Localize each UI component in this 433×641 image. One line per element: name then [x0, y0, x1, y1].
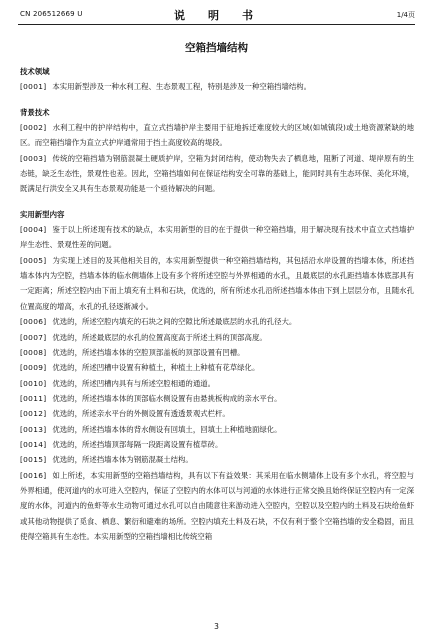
- paragraph-number: [0001]: [20, 82, 47, 92]
- header-divider: [18, 24, 415, 25]
- paragraph: [20, 253, 414, 314]
- paragraph: [20, 314, 414, 329]
- section-heading: 实用新型内容: [20, 209, 65, 219]
- paragraph-text: 优选的，所述凹槽内具有与所述空腔相通的通道。: [52, 378, 215, 388]
- paragraph-number: [0013]: [20, 424, 47, 434]
- paragraph-number: [0010]: [20, 378, 47, 388]
- paragraph-number: [0014]: [20, 439, 47, 449]
- document-body: [20, 64, 414, 544]
- paragraph: [20, 468, 414, 545]
- paragraph: [20, 452, 414, 467]
- paragraph-text: 本实用新型涉及一种水利工程、生态景观工程，特别是涉及一种空箱挡墙结构。: [52, 82, 312, 92]
- paragraph-text: 水利工程中的护岸结构中，直立式挡墙护岸主要用于征地拆迁难度较大的区域(如城镇段)或土地资源紧缺的地区。而空箱挡墙作为直立式护岸通常用于挡土高度较高的堤段。: [20, 123, 414, 148]
- paragraph-text: 优选的，所述最底层的水孔的位置高度高于所述土料的顶部高度。: [52, 332, 267, 342]
- paragraph-number: [0003]: [20, 153, 47, 163]
- paragraph-text: 传统的空箱挡墙为钢筋混凝土硬质护岸，空箱为封闭结构，使动物失去了栖息地，阻断了河道、堤岸原有的生态链，缺乏生态性，景观性也差。因此，空箱挡墙如何在保证结构安全可靠的基础上，能同时具有生态环保、美化环境，既满足行洪安全又具有生态景观功能是一个亟待解决的问题。: [20, 153, 414, 194]
- section-heading: 背景技术: [20, 107, 50, 117]
- paragraph: [20, 422, 414, 437]
- paragraph-number: [0005]: [20, 255, 47, 265]
- paragraph-text: 优选的，所述挡墙本体的背水侧设有回填土，回填土上种植地面绿化。: [52, 424, 282, 434]
- paragraph-text: 优选的，所述空腔内填充的石块之间的空隙比所述最底层的水孔的孔径大。: [52, 317, 297, 327]
- paragraph-number: [0008]: [20, 347, 47, 357]
- paragraph-number: [0015]: [20, 455, 47, 465]
- paragraph-number: [0006]: [20, 317, 47, 327]
- document-title: 空箱挡墙结构: [185, 42, 248, 54]
- paragraph: [20, 391, 414, 406]
- paragraph: [20, 406, 414, 421]
- page-indicator: 1/4页: [396, 11, 415, 19]
- paragraph-text: 优选的，所述挡墙本体的顶部临水侧设置有由悬挑板构成的亲水平台。: [52, 393, 282, 403]
- paragraph-number: [0011]: [20, 393, 47, 403]
- paragraph-text: 鉴于以上所述现有技术的缺点，本实用新型的目的在于提供一种空箱挡墙，用于解决现有技术中直立式挡墙护岸生态性、景观性差的问题。: [20, 225, 414, 250]
- paragraph: [20, 330, 414, 345]
- paragraph-text: 优选的，所述亲水平台的外侧设置有透透景观式栏杆。: [52, 409, 230, 419]
- patent-number: CN 206512669 U: [20, 10, 83, 18]
- paragraph-number: [0016]: [20, 470, 47, 480]
- paragraph: [20, 360, 414, 375]
- paragraph-text: 优选的，所述挡墙本体为钢筋混凝土结构。: [52, 455, 193, 465]
- paragraph-number: [0004]: [20, 225, 47, 235]
- paragraph: [20, 222, 414, 253]
- paragraph: [20, 376, 414, 391]
- paragraph: [20, 120, 414, 151]
- paragraph: [20, 345, 414, 360]
- paragraph-number: [0012]: [20, 409, 47, 419]
- document-type-heading: 说 明 书: [174, 9, 259, 22]
- paragraph-text: 优选的，所述挡墙本体的空腔顶部盖板的顶部设置有凹槽。: [52, 347, 245, 357]
- paragraph-number: [0007]: [20, 332, 47, 342]
- paragraph-number: [0009]: [20, 363, 47, 373]
- paragraph: [20, 151, 414, 197]
- paragraph-number: [0002]: [20, 123, 47, 133]
- paragraph: [20, 79, 414, 94]
- paragraph-text: 优选的，所述挡墙顶部每隔一段距离设置有植草砖。: [52, 439, 223, 449]
- paragraph: [20, 437, 414, 452]
- section-heading: 技术领域: [20, 67, 50, 76]
- paragraph-text: 优选的，所述凹槽中设置有种植土，种植土上种植有花草绿化。: [52, 363, 260, 373]
- paragraph-text: 如上所述，本实用新型的空箱挡墙结构，具有以下有益效果：其采用在临水侧墙体上设有多个水孔，将空腔与外界相通，使河道内的水可进入空腔内，保证了空腔内的水体可以与河道的水体进行正常交换且始终保证空腔内有一定深度的水体，河道内的鱼虾等水生动物可通过水孔可以自由随意往来游动进入空腔内，空腔以及空腔内的土料及石块给鱼虾或其他动物提供了觅食、栖息、繁衍和避难的场所。空腔内填充土料及石块，不仅有利于整个空箱挡墙的安全稳固，而且使得空箱具有生态性。本实用新型的空箱挡墙相比传统空箱: [20, 470, 414, 541]
- paragraph-text: 为实现上述目的及其他相关目的，本实用新型提供一种空箱挡墙结构，其包括沿水岸设置的挡墙本体，所述挡墙本体内为空腔，挡墙本体的临水侧墙体上设有多个将所述空腔与外界相通的水孔，且最底层的水孔距挡墙本体底部具有一定距离；所述空腔内由下而上填充有土料和石块，优选的，所有所述水孔沿所述挡墙本体由下到上层层分布，且随水孔位置高度的增高，水孔的孔径逐渐减小。: [20, 255, 414, 311]
- page-number: 3: [214, 622, 219, 631]
